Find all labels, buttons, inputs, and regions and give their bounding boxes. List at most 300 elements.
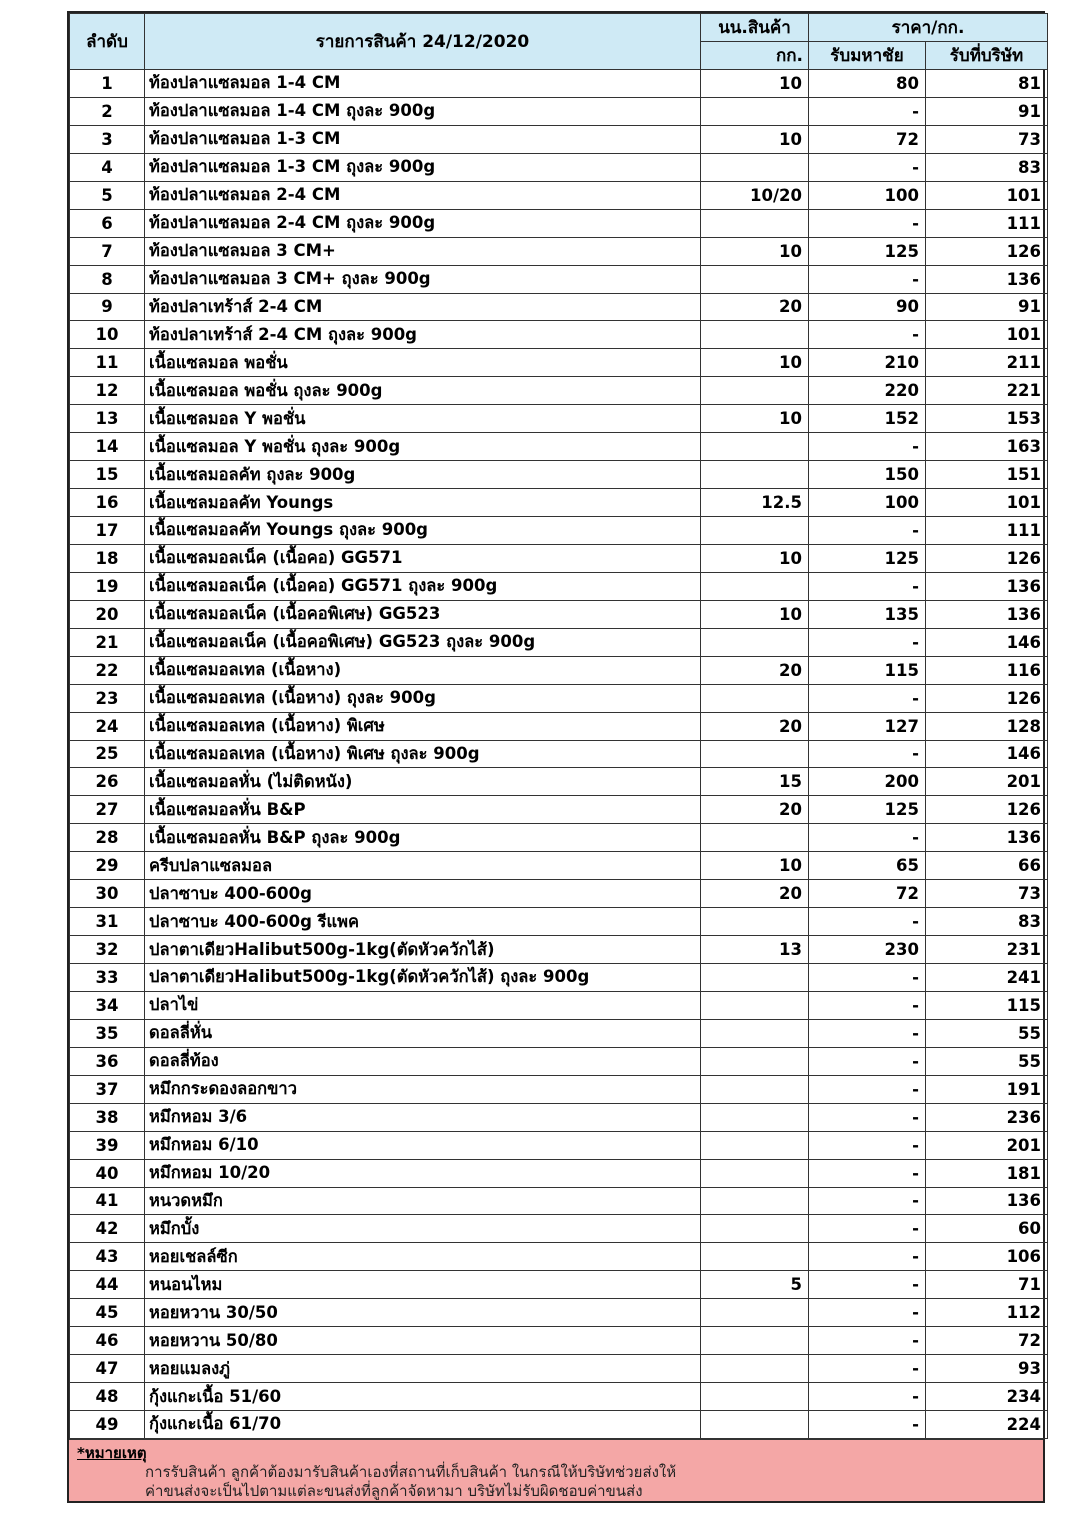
row-index: 21 [70, 628, 145, 656]
row-item-name: หมึกหอม 10/20 [145, 1159, 701, 1187]
row-index: 12 [70, 377, 145, 405]
table-row [70, 908, 1048, 936]
table-row [70, 321, 1048, 349]
row-price-wholesale: 115 [809, 656, 926, 684]
table-row [70, 1327, 1048, 1355]
row-item-name: ท้องปลาแซลมอล 3 CM+ ถุงละ 900g [145, 265, 701, 293]
row-item-name: เนื้อแซลมอล พอชั่น ถุงละ 900g [145, 377, 701, 405]
row-weight [701, 1159, 809, 1187]
remark-line-1: การรับสินค้า ลูกค้าต้องมารับสินค้าเองที่สถานที่เก็บสินค้า ในกรณีให้บริษัทช่วยส่งให้ [145, 1462, 677, 1481]
price-list-sheet [67, 11, 1045, 1503]
row-index: 26 [70, 768, 145, 796]
row-item-name: ท้องปลาแซลมอล 1-4 CM [145, 70, 701, 98]
remark-box [69, 1439, 1043, 1501]
row-price-wholesale: - [809, 628, 926, 656]
row-price-wholesale: - [809, 1383, 926, 1411]
row-weight: 10 [701, 349, 809, 377]
remark-line-2: ค่าขนส่งจะเป็นไปตามแต่ละขนส่งที่ลูกค้าจัดหามา บริษัทไม่รับผิดชอบค่าขนส่ง [145, 1481, 643, 1500]
row-price-wholesale: - [809, 1215, 926, 1243]
row-weight [701, 153, 809, 181]
row-price-wholesale: - [809, 1047, 926, 1075]
row-index: 11 [70, 349, 145, 377]
table-row [70, 377, 1048, 405]
row-index: 31 [70, 908, 145, 936]
row-price-wholesale: - [809, 153, 926, 181]
table-row [70, 1187, 1048, 1215]
row-price-company: 126 [926, 544, 1048, 572]
row-price-company: 191 [926, 1075, 1048, 1103]
row-item-name: ท้องปลาแซลมอล 2-4 CM ถุงละ 900g [145, 209, 701, 237]
row-price-wholesale: 200 [809, 768, 926, 796]
row-item-name: ครีบปลาแซลมอล [145, 852, 701, 880]
row-price-wholesale: - [809, 824, 926, 852]
row-price-wholesale: 152 [809, 405, 926, 433]
row-weight: 20 [701, 656, 809, 684]
table-row [70, 1131, 1048, 1159]
row-index: 22 [70, 656, 145, 684]
row-index: 49 [70, 1411, 145, 1439]
table-row [70, 489, 1048, 517]
table-row [70, 684, 1048, 712]
table-row [70, 265, 1048, 293]
row-price-wholesale: - [809, 1271, 926, 1299]
row-weight [701, 461, 809, 489]
row-item-name: เนื้อแซลมอลคัท Youngs ถุงละ 900g [145, 517, 701, 545]
row-item-name: เนื้อแซลมอลคัท ถุงละ 900g [145, 461, 701, 489]
row-weight: 13 [701, 936, 809, 964]
row-index: 4 [70, 153, 145, 181]
table-row [70, 1075, 1048, 1103]
table-row [70, 97, 1048, 125]
row-index: 7 [70, 237, 145, 265]
row-index: 3 [70, 125, 145, 153]
row-weight [701, 908, 809, 936]
row-weight [701, 1299, 809, 1327]
row-weight [701, 321, 809, 349]
row-weight [701, 1047, 809, 1075]
row-weight: 10 [701, 544, 809, 572]
row-price-wholesale: 65 [809, 852, 926, 880]
table-row [70, 1299, 1048, 1327]
table-row [70, 740, 1048, 768]
table-row [70, 1103, 1048, 1131]
row-price-wholesale: - [809, 1075, 926, 1103]
row-price-company: 136 [926, 265, 1048, 293]
row-price-company: 224 [926, 1411, 1048, 1439]
row-price-wholesale: - [809, 1131, 926, 1159]
row-price-company: 128 [926, 712, 1048, 740]
table-row [70, 237, 1048, 265]
table-row [70, 517, 1048, 545]
row-item-name: ท้องปลาแซลมอล 3 CM+ [145, 237, 701, 265]
row-price-wholesale: - [809, 1327, 926, 1355]
row-index: 20 [70, 600, 145, 628]
row-weight: 10 [701, 600, 809, 628]
row-item-name: ปลาตาเดียวHalibut500g-1kg(ตัดหัวควักไส้) ถุงละ 900g [145, 964, 701, 992]
row-index: 42 [70, 1215, 145, 1243]
row-price-company: 83 [926, 153, 1048, 181]
row-item-name: หอยหวาน 30/50 [145, 1299, 701, 1327]
header-items: รายการสินค้า 24/12/2020 [145, 14, 701, 70]
row-item-name: กุ้งแกะเนื้อ 51/60 [145, 1383, 701, 1411]
row-weight: 10 [701, 405, 809, 433]
row-weight [701, 1243, 809, 1271]
row-index: 30 [70, 880, 145, 908]
row-price-wholesale: 72 [809, 125, 926, 153]
row-price-company: 136 [926, 824, 1048, 852]
row-index: 25 [70, 740, 145, 768]
row-price-wholesale: 80 [809, 70, 926, 98]
table-row [70, 70, 1048, 98]
row-price-company: 201 [926, 768, 1048, 796]
table-row [70, 656, 1048, 684]
row-price-company: 73 [926, 880, 1048, 908]
row-weight [701, 1383, 809, 1411]
row-price-company: 126 [926, 796, 1048, 824]
table-row [70, 293, 1048, 321]
row-price-wholesale: - [809, 908, 926, 936]
table-row [70, 824, 1048, 852]
row-price-wholesale: - [809, 1019, 926, 1047]
row-index: 24 [70, 712, 145, 740]
row-price-company: 111 [926, 517, 1048, 545]
row-weight: 10/20 [701, 181, 809, 209]
row-price-wholesale: 90 [809, 293, 926, 321]
row-price-company: 151 [926, 461, 1048, 489]
row-price-company: 231 [926, 936, 1048, 964]
row-item-name: เนื้อแซลมอลเทล (เนื้อหาง) ถุงละ 900g [145, 684, 701, 712]
row-price-wholesale: 220 [809, 377, 926, 405]
row-price-wholesale: - [809, 321, 926, 349]
row-price-company: 111 [926, 209, 1048, 237]
row-item-name: เนื้อแซลมอลเทล (เนื้อหาง) พิเศษ ถุงละ 900g [145, 740, 701, 768]
header-index: ลำดับ [70, 14, 145, 70]
row-item-name: หอยแมลงภู่ [145, 1355, 701, 1383]
row-price-wholesale: 127 [809, 712, 926, 740]
row-item-name: หนวดหมึก [145, 1187, 701, 1215]
row-price-company: 55 [926, 1019, 1048, 1047]
row-index: 28 [70, 824, 145, 852]
row-weight [701, 1187, 809, 1215]
row-item-name: เนื้อแซลมอลคัท Youngs [145, 489, 701, 517]
row-item-name: ปลาไข่ [145, 991, 701, 1019]
row-price-company: 91 [926, 97, 1048, 125]
row-weight: 15 [701, 768, 809, 796]
row-index: 44 [70, 1271, 145, 1299]
row-price-company: 181 [926, 1159, 1048, 1187]
row-price-wholesale: 125 [809, 544, 926, 572]
header-weight-top: นน.สินค้า [701, 14, 809, 42]
header-company: รับที่บริษัท [926, 42, 1048, 70]
row-index: 17 [70, 517, 145, 545]
row-item-name: เนื้อแซลมอลเน็ค (เนื้อคอ) GG571 ถุงละ 900g [145, 572, 701, 600]
row-price-wholesale: - [809, 1355, 926, 1383]
table-row [70, 936, 1048, 964]
row-index: 48 [70, 1383, 145, 1411]
row-index: 34 [70, 991, 145, 1019]
row-weight [701, 1411, 809, 1439]
row-price-company: 136 [926, 1187, 1048, 1215]
row-price-company: 101 [926, 489, 1048, 517]
table-row [70, 209, 1048, 237]
table-row [70, 349, 1048, 377]
header-wholesale: รับมหาชัย [809, 42, 926, 70]
row-weight: 20 [701, 880, 809, 908]
row-item-name: ท้องปลาแซลมอล 2-4 CM [145, 181, 701, 209]
row-index: 14 [70, 433, 145, 461]
row-index: 5 [70, 181, 145, 209]
row-price-company: 81 [926, 70, 1048, 98]
row-item-name: หมึกหอม 3/6 [145, 1103, 701, 1131]
table-header [70, 14, 1048, 70]
table-row [70, 768, 1048, 796]
table-row [70, 544, 1048, 572]
table-row [70, 125, 1048, 153]
row-item-name: กุ้งแกะเนื้อ 61/70 [145, 1411, 701, 1439]
row-item-name: เนื้อแซลมอลเน็ค (เนื้อคอ) GG571 [145, 544, 701, 572]
row-weight [701, 1103, 809, 1131]
row-price-company: 116 [926, 656, 1048, 684]
header-price: ราคา/กก. [809, 14, 1048, 42]
table-row [70, 1355, 1048, 1383]
remark-title: *หมายเหตุ [77, 1443, 147, 1462]
row-item-name: เนื้อแซลมอลเทล (เนื้อหาง) [145, 656, 701, 684]
row-price-company: 236 [926, 1103, 1048, 1131]
row-item-name: หนอนไหม [145, 1271, 701, 1299]
table-row [70, 852, 1048, 880]
row-price-wholesale: - [809, 1187, 926, 1215]
table-row [70, 1047, 1048, 1075]
row-index: 33 [70, 964, 145, 992]
row-weight: 10 [701, 125, 809, 153]
row-weight: 12.5 [701, 489, 809, 517]
table-row [70, 1215, 1048, 1243]
table-row [70, 1383, 1048, 1411]
table-row [70, 405, 1048, 433]
row-weight [701, 684, 809, 712]
row-index: 19 [70, 572, 145, 600]
row-price-company: 136 [926, 600, 1048, 628]
row-price-company: 101 [926, 181, 1048, 209]
row-weight [701, 1075, 809, 1103]
row-index: 18 [70, 544, 145, 572]
row-index: 1 [70, 70, 145, 98]
table-row [70, 991, 1048, 1019]
row-price-company: 153 [926, 405, 1048, 433]
row-item-name: เนื้อแซลมอล Y พอชั่น ถุงละ 900g [145, 433, 701, 461]
row-price-wholesale: 72 [809, 880, 926, 908]
row-index: 39 [70, 1131, 145, 1159]
row-index: 43 [70, 1243, 145, 1271]
row-item-name: ท้องปลาเทร้าส์ 2-4 CM [145, 293, 701, 321]
row-price-company: 72 [926, 1327, 1048, 1355]
row-item-name: ท้องปลาแซลมอล 1-3 CM [145, 125, 701, 153]
row-item-name: หมึกหอม 6/10 [145, 1131, 701, 1159]
row-weight [701, 97, 809, 125]
row-item-name: เนื้อแซลมอลหั่น (ไม่ติดหนัง) [145, 768, 701, 796]
row-weight [701, 1019, 809, 1047]
row-weight: 5 [701, 1271, 809, 1299]
row-price-company: 66 [926, 852, 1048, 880]
row-price-wholesale: 125 [809, 237, 926, 265]
row-price-company: 241 [926, 964, 1048, 992]
table-row [70, 880, 1048, 908]
row-index: 37 [70, 1075, 145, 1103]
row-weight [701, 824, 809, 852]
row-index: 9 [70, 293, 145, 321]
row-item-name: เนื้อแซลมอล พอชั่น [145, 349, 701, 377]
row-price-company: 91 [926, 293, 1048, 321]
table-row [70, 600, 1048, 628]
table-row [70, 1411, 1048, 1439]
row-weight [701, 433, 809, 461]
row-item-name: เนื้อแซลมอลเทล (เนื้อหาง) พิเศษ [145, 712, 701, 740]
row-weight [701, 1215, 809, 1243]
row-weight [701, 1131, 809, 1159]
row-price-company: 60 [926, 1215, 1048, 1243]
row-weight [701, 991, 809, 1019]
row-weight: 20 [701, 293, 809, 321]
table-row [70, 796, 1048, 824]
row-price-wholesale: - [809, 740, 926, 768]
row-price-company: 106 [926, 1243, 1048, 1271]
row-price-wholesale: 230 [809, 936, 926, 964]
row-price-company: 93 [926, 1355, 1048, 1383]
row-weight: 20 [701, 712, 809, 740]
row-weight: 10 [701, 70, 809, 98]
row-weight [701, 517, 809, 545]
row-weight [701, 265, 809, 293]
row-item-name: ท้องปลาเทร้าส์ 2-4 CM ถุงละ 900g [145, 321, 701, 349]
row-index: 47 [70, 1355, 145, 1383]
row-weight: 10 [701, 237, 809, 265]
row-price-wholesale: 125 [809, 796, 926, 824]
row-index: 46 [70, 1327, 145, 1355]
row-price-wholesale: - [809, 1103, 926, 1131]
row-price-wholesale: - [809, 265, 926, 293]
row-index: 10 [70, 321, 145, 349]
row-index: 29 [70, 852, 145, 880]
table-row [70, 1243, 1048, 1271]
row-index: 8 [70, 265, 145, 293]
table-row [70, 628, 1048, 656]
table-body [70, 70, 1048, 1439]
row-price-company: 71 [926, 1271, 1048, 1299]
row-item-name: หมึกบั้ง [145, 1215, 701, 1243]
row-index: 32 [70, 936, 145, 964]
row-item-name: เนื้อแซลมอลหั่น B&P [145, 796, 701, 824]
table-row [70, 964, 1048, 992]
row-item-name: เนื้อแซลมอลเน็ค (เนื้อคอพิเศษ) GG523 [145, 600, 701, 628]
row-price-company: 136 [926, 572, 1048, 600]
row-price-wholesale: - [809, 572, 926, 600]
row-weight [701, 209, 809, 237]
row-price-wholesale: - [809, 684, 926, 712]
row-weight [701, 572, 809, 600]
row-weight [701, 1327, 809, 1355]
row-item-name: ท้องปลาแซลมอล 1-4 CM ถุงละ 900g [145, 97, 701, 125]
row-price-company: 126 [926, 237, 1048, 265]
row-index: 38 [70, 1103, 145, 1131]
table-row [70, 1159, 1048, 1187]
row-item-name: เนื้อแซลมอล Y พอชั่น [145, 405, 701, 433]
table-row [70, 461, 1048, 489]
row-price-wholesale: - [809, 517, 926, 545]
row-weight [701, 377, 809, 405]
row-price-company: 221 [926, 377, 1048, 405]
row-price-wholesale: - [809, 1159, 926, 1187]
row-price-wholesale: - [809, 991, 926, 1019]
table-row [70, 433, 1048, 461]
row-item-name: เนื้อแซลมอลเน็ค (เนื้อคอพิเศษ) GG523 ถุงละ 900g [145, 628, 701, 656]
row-price-wholesale: 100 [809, 181, 926, 209]
row-price-company: 55 [926, 1047, 1048, 1075]
row-price-wholesale: - [809, 209, 926, 237]
row-price-company: 83 [926, 908, 1048, 936]
row-weight [701, 1355, 809, 1383]
row-price-company: 112 [926, 1299, 1048, 1327]
row-price-company: 101 [926, 321, 1048, 349]
row-item-name: ท้องปลาแซลมอล 1-3 CM ถุงละ 900g [145, 153, 701, 181]
row-index: 45 [70, 1299, 145, 1327]
row-index: 40 [70, 1159, 145, 1187]
row-price-wholesale: - [809, 1411, 926, 1439]
row-price-wholesale: 100 [809, 489, 926, 517]
row-price-wholesale: - [809, 964, 926, 992]
row-index: 6 [70, 209, 145, 237]
row-price-wholesale: 135 [809, 600, 926, 628]
row-price-company: 146 [926, 628, 1048, 656]
row-item-name: ปลาซาบะ 400-600g [145, 880, 701, 908]
row-price-wholesale: - [809, 433, 926, 461]
table-row [70, 153, 1048, 181]
row-index: 41 [70, 1187, 145, 1215]
row-weight [701, 964, 809, 992]
row-index: 36 [70, 1047, 145, 1075]
row-index: 13 [70, 405, 145, 433]
row-item-name: เนื้อแซลมอลหั่น B&P ถุงละ 900g [145, 824, 701, 852]
row-price-wholesale: - [809, 97, 926, 125]
row-index: 15 [70, 461, 145, 489]
row-item-name: หมึกกระดองลอกขาว [145, 1075, 701, 1103]
row-index: 23 [70, 684, 145, 712]
row-weight [701, 628, 809, 656]
header-weight-unit: กก. [701, 42, 809, 70]
row-item-name: ดอลลี่หั่น [145, 1019, 701, 1047]
row-price-company: 126 [926, 684, 1048, 712]
row-price-wholesale: - [809, 1243, 926, 1271]
table-row [70, 1019, 1048, 1047]
row-price-company: 163 [926, 433, 1048, 461]
row-item-name: ปลาซาบะ 400-600g รีแพค [145, 908, 701, 936]
table-row [70, 572, 1048, 600]
row-index: 2 [70, 97, 145, 125]
row-item-name: หอยหวาน 50/80 [145, 1327, 701, 1355]
row-item-name: หอยเชลล์ซีก [145, 1243, 701, 1271]
table-row [70, 181, 1048, 209]
row-price-company: 211 [926, 349, 1048, 377]
row-weight: 20 [701, 796, 809, 824]
row-price-company: 73 [926, 125, 1048, 153]
row-index: 27 [70, 796, 145, 824]
row-price-wholesale: 150 [809, 461, 926, 489]
row-index: 16 [70, 489, 145, 517]
row-item-name: ดอลลี่ท้อง [145, 1047, 701, 1075]
row-price-company: 115 [926, 991, 1048, 1019]
row-weight [701, 740, 809, 768]
table-row [70, 1271, 1048, 1299]
table-row [70, 712, 1048, 740]
